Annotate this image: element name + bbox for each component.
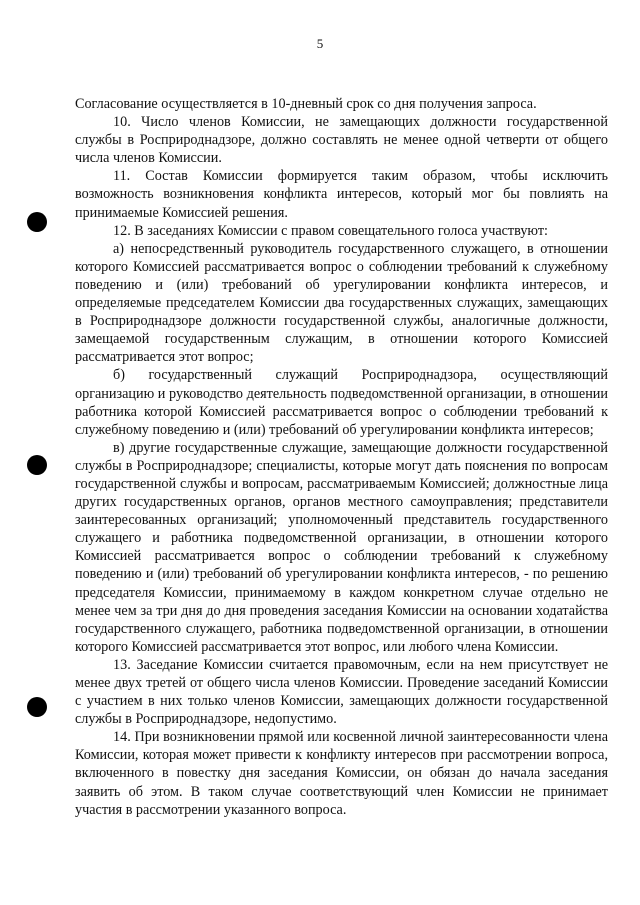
paragraph-12: 12. В заседаниях Комиссии с правом совещательного голоса участвуют: <box>113 222 548 239</box>
paragraph-11: 11. Состав Комиссии формируется таким образом, чтобы исключить возможность возникновения конфликта интересов, который мог бы повлиять на принимаемые Комиссией решения. <box>75 168 608 221</box>
punch-hole-mark <box>27 455 47 475</box>
paragraph-12v: в) другие государственные служащие, замещающие должности государственной службы в Росприроднадзоре; специалисты, которые могут дать пояснения по вопросам государственной службы и вопросам, рассматриваемым Комиссией; должностные лица других государственных органов, органов местного самоуправления; представители заинтересованных организаций; уполномоченный представитель государственного служащего и работника подведомственной организации, в отношении которого Комиссией рассматривается вопрос о соблюдении требований к служебному поведению и (или) требований об урегулировании конфликта интересов, - по решению председателя Комиссии, принимаемому в каждом конкретном случае отдельно не менее чем за три дня до дня проведения заседания Комиссии на основании ходатайства государственного служащего, работника подведомственной организации, в отношении которого Комиссией рассматривается этот вопрос, или любого члена Комиссии. <box>75 439 608 655</box>
page-number: 5 <box>316 36 324 51</box>
document-body <box>75 95 608 819</box>
paragraph-13: 13. Заседание Комиссии считается правомочным, если на нем присутствует не менее двух третей от общего числа членов Комиссии. Проведение заседаний Комиссии с участием в них только членов Комиссии, замещающих должности государственной службы в Росприроднадзоре, недопустимо. <box>75 656 608 728</box>
paragraph-10: 10. Число членов Комиссии, не замещающих должности государственной службы в Росприроднадзоре, должно составлять не менее одной четверти от общего числа членов Комиссии. <box>75 114 608 167</box>
punch-hole-mark <box>27 212 47 232</box>
paragraph-continuation: Согласование осуществляется в 10-дневный срок со дня получения запроса. <box>75 96 537 112</box>
paragraph-12a: а) непосредственный руководитель государственного служащего, в отношении которого Комиссией рассматривается вопрос о соблюдении требований к служебному поведению и (или) требований об урегулировании конфликта интересов, и определяемые председателем Комиссии два государственных служащих, замещающих в Росприроднадзоре должности государственной службы, аналогичные должности, замещаемой государственным служащим, в отношении которого Комиссией рассматривается этот вопрос; <box>75 240 608 366</box>
punch-hole-mark <box>27 697 47 717</box>
paragraph-14: 14. При возникновении прямой или косвенной личной заинтересованности члена Комиссии, которая может привести к конфликту интересов при рассмотрении вопроса, включенного в повестку дня заседания Комиссии, он обязан до начала заседания заявить об этом. В таком случае соответствующий член Комиссии не принимает участия в рассмотрении указанного вопроса. <box>75 729 608 818</box>
paragraph-12b: б) государственный служащий Росприроднадзора, осуществляющий организацию и руководство деятельность подведомственной организации, в отношении работника которой Комиссией рассматривается вопрос о соблюдении требований к служебному поведению и (или) требований об урегулировании конфликта интересов; <box>75 367 608 438</box>
